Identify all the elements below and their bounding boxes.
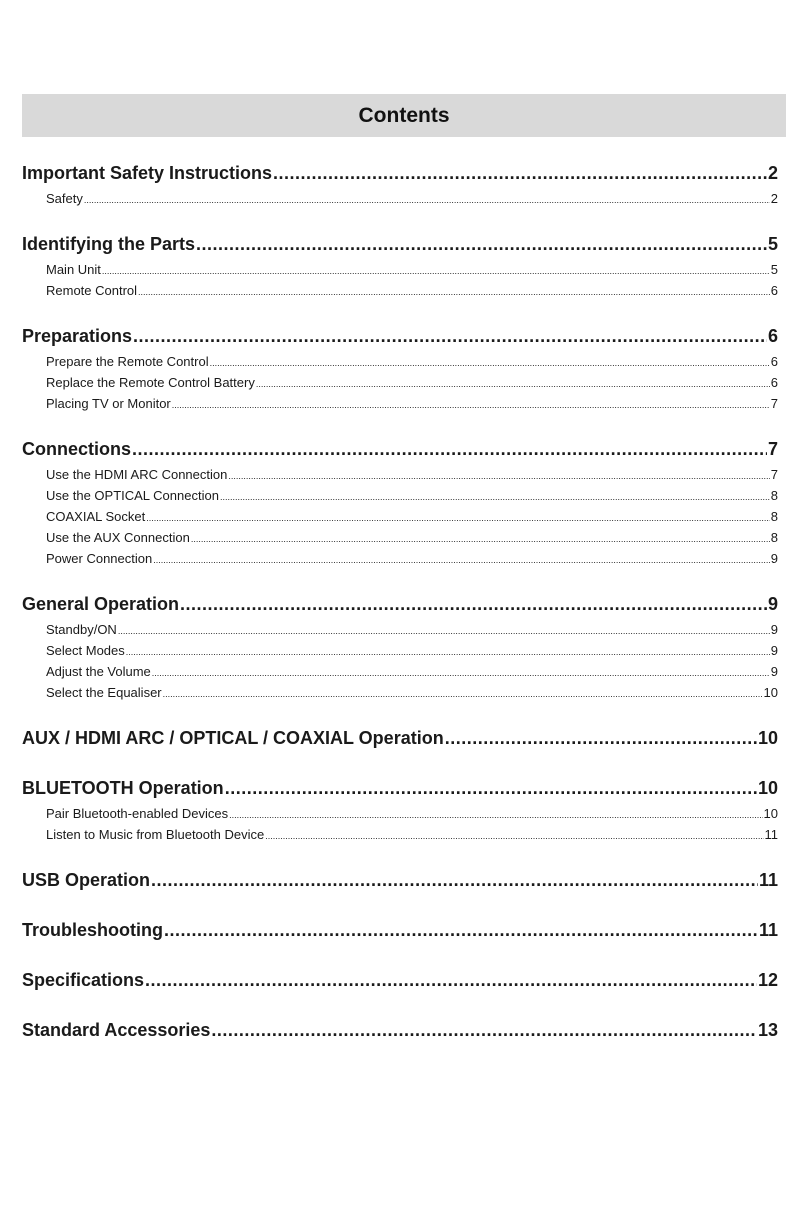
toc-sub-entry[interactable] [22,682,778,703]
toc-section-heading-page-number: 6 [767,326,778,346]
section-spacer [22,209,778,229]
toc-sub-entry[interactable] [22,393,778,414]
toc-sub-entry-label: Use the AUX Connection [46,530,190,545]
toc-sub-entry-label: Pair Bluetooth-enabled Devices [46,806,229,821]
toc-sub-entry-page-number: 7 [770,467,778,482]
toc-section [22,321,778,414]
dot-leader [138,282,770,301]
toc-section-heading-label: Standard Accessories [22,1020,211,1040]
dot-leader [151,865,758,895]
toc-sub-entry-page-number: 9 [770,551,778,566]
toc-section-heading-page-number: 5 [767,234,778,254]
toc-sub-entry[interactable] [22,485,778,506]
toc-sub-entry-label: Remote Control [46,283,138,298]
toc-sub-entry-label: Listen to Music from Bluetooth Device [46,827,265,842]
toc-sub-entry-label: Adjust the Volume [46,664,151,679]
toc-sub-entry-page-number: 5 [770,262,778,277]
toc-section-heading[interactable] [22,723,778,753]
page-title: Contents [358,103,450,127]
toc-section-heading-page-number: 9 [767,594,778,614]
toc-sub-entry[interactable] [22,527,778,548]
toc-section-heading-page-number: 10 [757,778,778,798]
toc-sub-entry-page-number: 9 [770,664,778,679]
toc-section-heading-page-number: 11 [758,920,778,940]
toc-sub-entry-label: Use the HDMI ARC Connection [46,467,228,482]
dot-leader [153,550,770,569]
toc-section-heading[interactable] [22,915,778,945]
toc-section-heading-page-number: 2 [767,163,778,183]
toc-sub-entry-page-number: 9 [770,622,778,637]
toc-sub-entry-label: Replace the Remote Control Battery [46,375,255,390]
toc-sub-entry[interactable] [22,661,778,682]
dot-leader [228,466,769,485]
dot-leader [225,773,757,803]
toc-section [22,865,778,895]
dot-leader [126,642,770,661]
toc-section-heading[interactable] [22,434,778,464]
toc-section-heading[interactable] [22,773,778,803]
dot-leader [146,508,770,527]
dot-leader [273,158,767,188]
toc-sub-entry-label: Select the Equaliser [46,685,162,700]
section-spacer [22,895,778,915]
toc-sub-entry[interactable] [22,548,778,569]
toc-section-heading-label: Preparations [22,326,133,346]
section-spacer [22,569,778,589]
toc-section-heading-label: USB Operation [22,870,151,890]
toc-section-heading[interactable] [22,1015,778,1045]
toc-section-heading-label: BLUETOOTH Operation [22,778,224,798]
dot-leader [191,529,770,548]
contents-header [22,94,786,137]
toc-sub-entry-page-number: 10 [763,806,778,821]
toc-sub-entry-label: Safety [46,191,83,206]
dot-leader [163,684,763,703]
toc-sub-entry[interactable] [22,259,778,280]
section-spacer [22,753,778,773]
toc-section [22,773,778,845]
toc-section-heading[interactable] [22,865,778,895]
toc-sub-entry-page-number: 8 [770,530,778,545]
toc-sub-entry-page-number: 10 [763,685,778,700]
section-spacer [22,995,778,1015]
toc-sub-entry[interactable] [22,280,778,301]
toc-sub-entry-label: Main Unit [46,262,101,277]
toc-sub-entry[interactable] [22,372,778,393]
toc-sub-entry-label: Placing TV or Monitor [46,396,171,411]
toc-section [22,965,778,995]
toc-sub-entry-page-number: 7 [770,396,778,411]
toc-sub-entry-page-number: 8 [770,488,778,503]
toc-section [22,158,778,209]
toc-section [22,1015,778,1045]
toc-section-heading-label: Troubleshooting [22,920,163,940]
dot-leader [118,621,770,640]
section-spacer [22,845,778,865]
toc-section-heading-label: AUX / HDMI ARC / OPTICAL / COAXIAL Operation [22,728,444,748]
section-spacer [22,301,778,321]
toc-sub-entry[interactable] [22,464,778,485]
table-of-contents [22,158,778,1045]
dot-leader [265,826,763,845]
dot-leader [132,434,767,464]
dot-leader [445,723,757,753]
toc-section-heading-label: General Operation [22,594,180,614]
toc-sub-entry[interactable] [22,351,778,372]
toc-section [22,723,778,753]
dot-leader [210,353,770,372]
toc-section [22,915,778,945]
dot-leader [172,395,770,414]
dot-leader [220,487,770,506]
dot-leader [152,663,770,682]
toc-sub-entry[interactable] [22,824,778,845]
section-spacer [22,414,778,434]
toc-section-heading-label: Identifying the Parts [22,234,196,254]
toc-sub-entry[interactable] [22,619,778,640]
dot-leader [164,915,758,945]
toc-sub-entry[interactable] [22,803,778,824]
toc-sub-entry-page-number: 11 [764,827,778,842]
dot-leader [102,261,770,280]
toc-section-heading[interactable] [22,229,778,259]
toc-sub-entry-page-number: 2 [770,191,778,206]
toc-sub-entry[interactable] [22,188,778,209]
section-spacer [22,945,778,965]
toc-sub-entry-label: COAXIAL Socket [46,509,146,524]
toc-sub-entry-page-number: 6 [770,283,778,298]
dot-leader [229,805,762,824]
toc-sub-entry-label: Use the OPTICAL Connection [46,488,219,503]
toc-section-heading-label: Specifications [22,970,145,990]
dot-leader [180,589,767,619]
dot-leader [84,190,770,209]
dot-leader [145,965,757,995]
toc-sub-entry[interactable] [22,506,778,527]
toc-section-heading-page-number: 12 [757,970,778,990]
toc-section [22,229,778,301]
toc-sub-entry-page-number: 6 [770,354,778,369]
toc-sub-entry-page-number: 8 [770,509,778,524]
dot-leader [256,374,770,393]
dot-leader [211,1015,757,1045]
toc-sub-entry-label: Prepare the Remote Control [46,354,209,369]
toc-section-heading-page-number: 13 [757,1020,778,1040]
toc-sub-entry-label: Standby/ON [46,622,117,637]
toc-sub-entry-label: Power Connection [46,551,153,566]
toc-section-heading-label: Connections [22,439,132,459]
toc-section-heading-label: Important Safety Instructions [22,163,273,183]
toc-section-heading[interactable] [22,158,778,188]
dot-leader [196,229,767,259]
toc-section-heading[interactable] [22,589,778,619]
toc-section-heading[interactable] [22,965,778,995]
toc-section-heading[interactable] [22,321,778,351]
toc-section [22,434,778,569]
toc-section-heading-page-number: 11 [758,870,778,890]
toc-sub-entry-page-number: 6 [770,375,778,390]
toc-section-heading-page-number: 10 [757,728,778,748]
dot-leader [133,321,767,351]
toc-section [22,589,778,703]
toc-section-heading-page-number: 7 [767,439,778,459]
toc-sub-entry[interactable] [22,640,778,661]
toc-sub-entry-label: Select Modes [46,643,125,658]
toc-sub-entry-page-number: 9 [770,643,778,658]
section-spacer [22,703,778,723]
